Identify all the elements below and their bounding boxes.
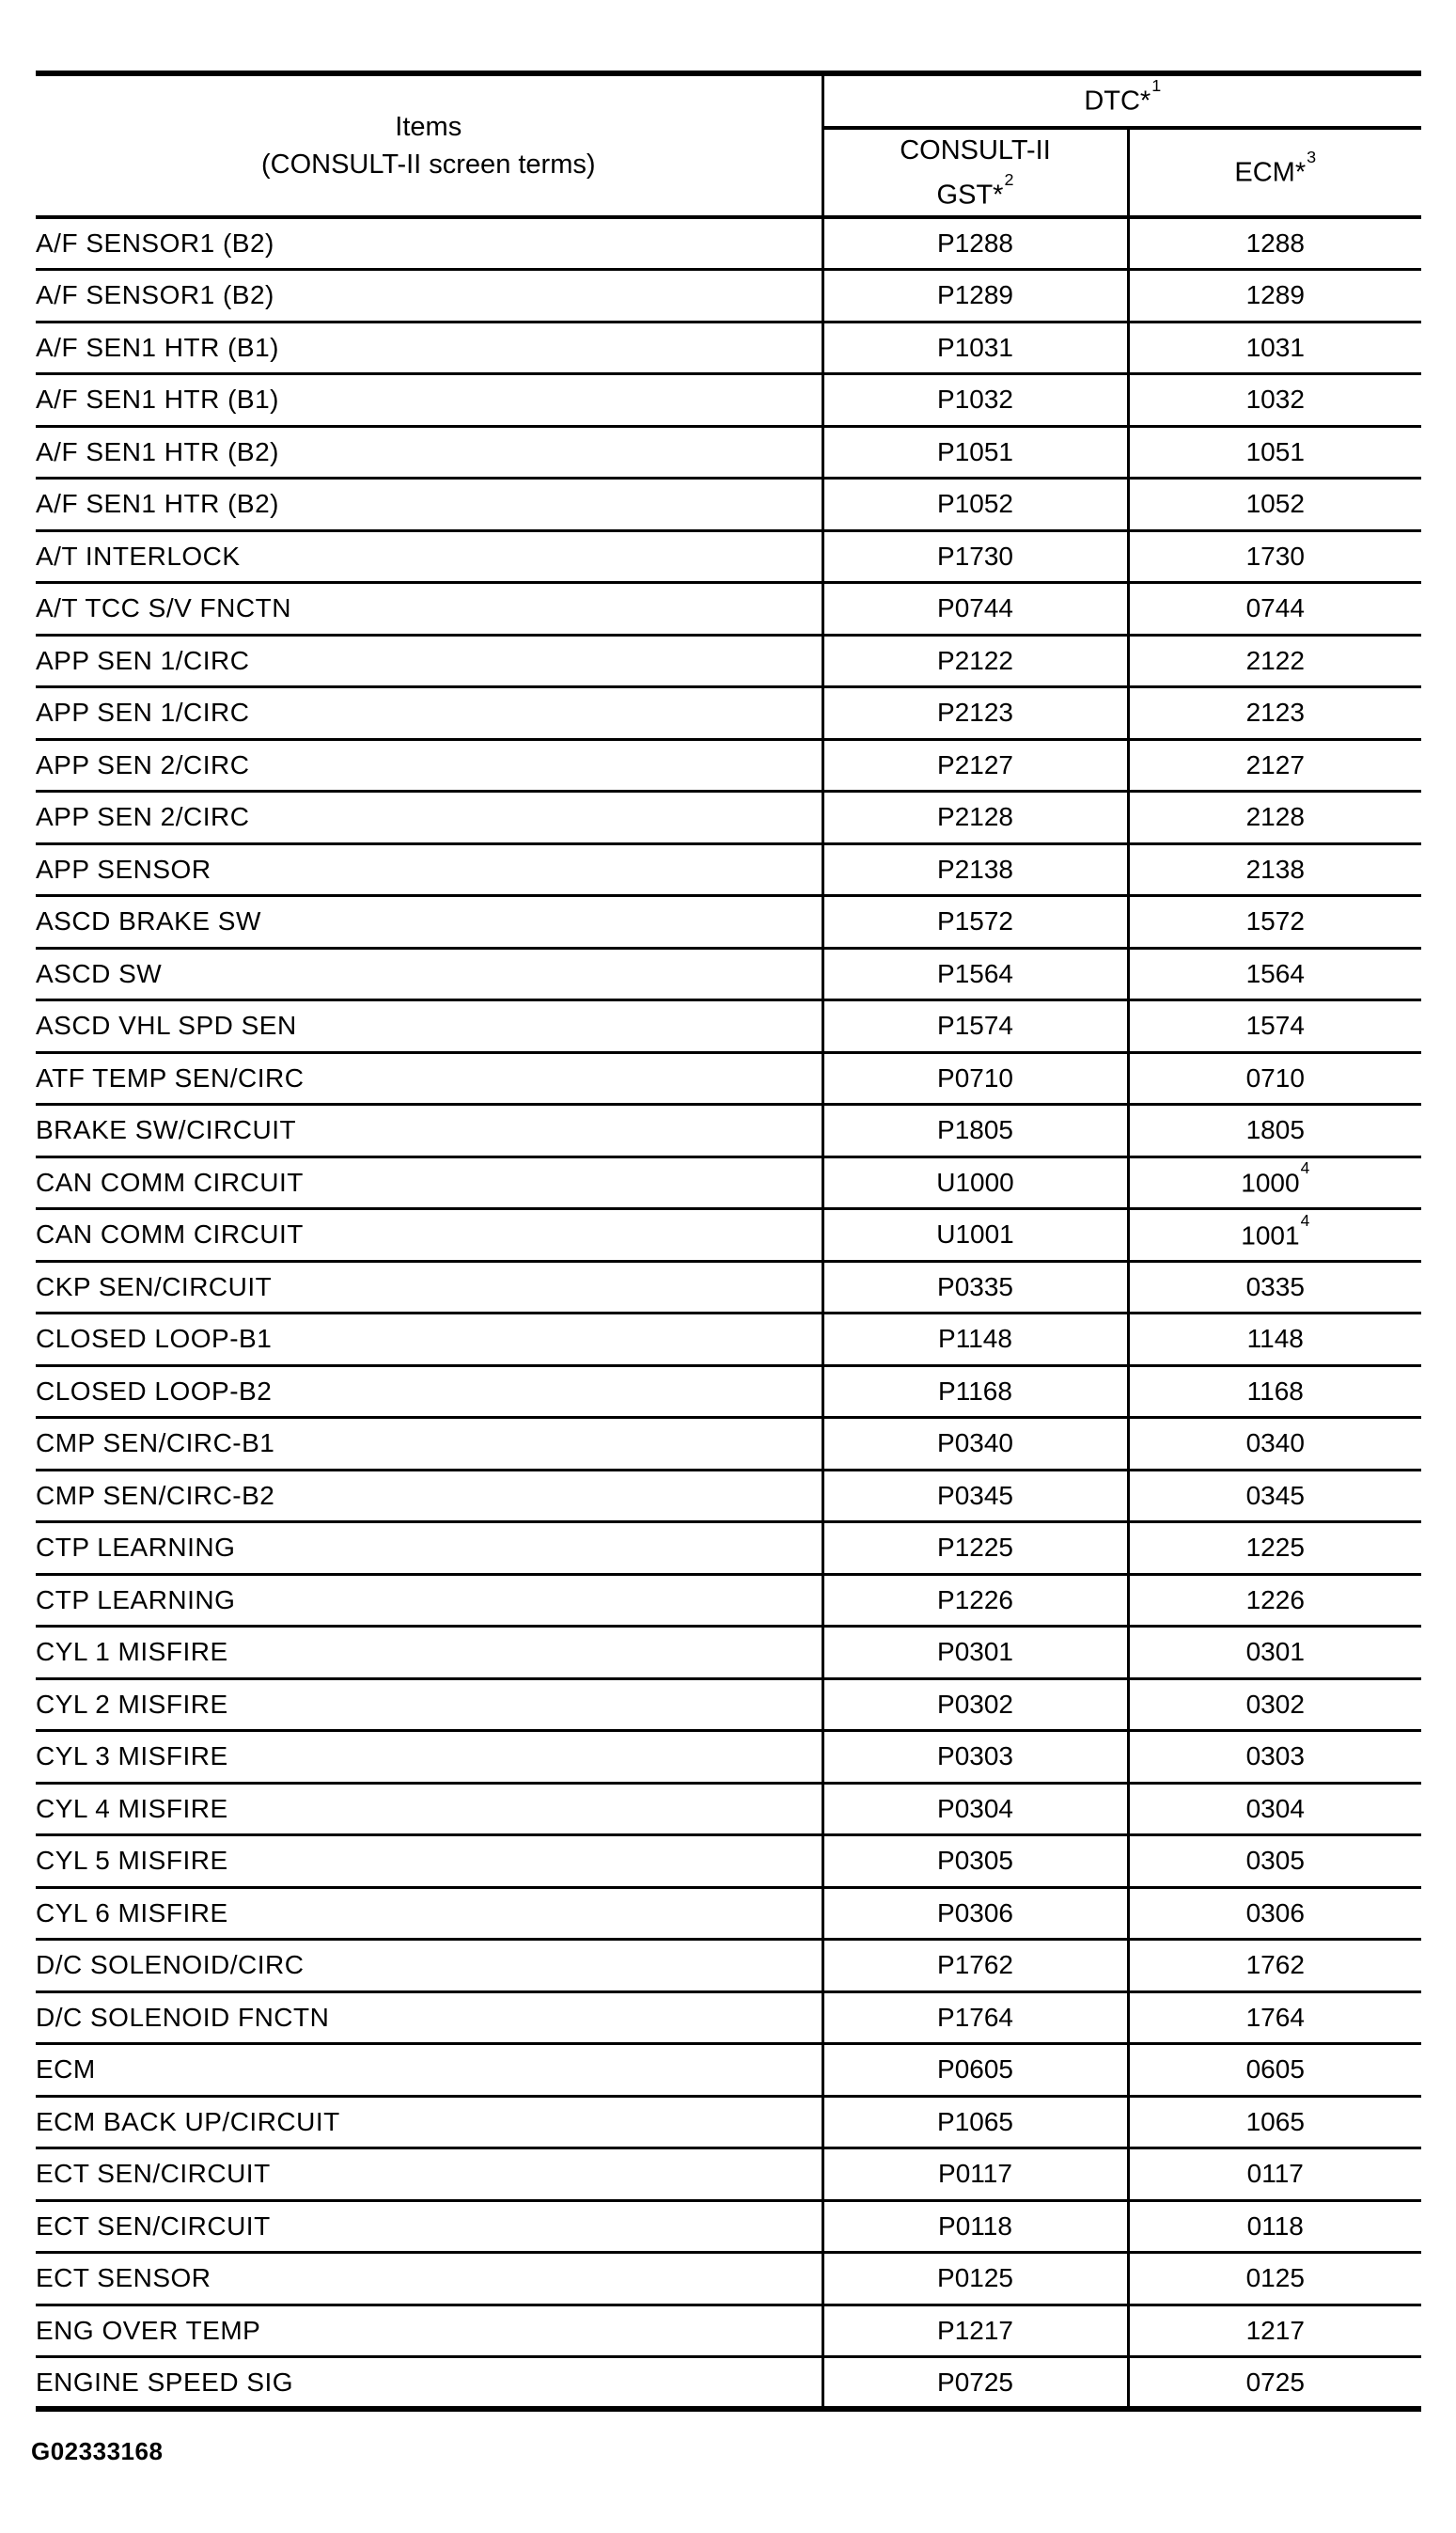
table-row — [36, 1731, 1421, 1784]
header-ecm-cell — [1128, 128, 1421, 217]
table-row — [36, 270, 1421, 323]
item-cell: APP SEN 2/CIRC — [36, 739, 822, 792]
gst-code-cell: P1148 — [822, 1314, 1128, 1366]
gst-code-cell: P1805 — [822, 1105, 1128, 1157]
ecm-code-cell: 1730 — [1128, 530, 1421, 583]
ecm-code-cell: 1289 — [1128, 270, 1421, 323]
item-cell: CYL 3 MISFIRE — [36, 1731, 822, 1784]
gst-code-cell: P0305 — [822, 1835, 1128, 1888]
item-cell: D/C SOLENOID/CIRC — [36, 1940, 822, 1992]
gst-code-cell: P1217 — [822, 2305, 1128, 2357]
gst-code-cell: P2122 — [822, 635, 1128, 687]
gst-code-cell: P1052 — [822, 479, 1128, 531]
gst-code-cell: P2123 — [822, 687, 1128, 740]
header-consult-gst-cell — [822, 128, 1128, 217]
header-row-dtc — [36, 73, 1421, 128]
table-row — [36, 1418, 1421, 1471]
ecm-code-cell: 2128 — [1128, 792, 1421, 844]
ecm-code-cell: 0302 — [1128, 1678, 1421, 1731]
table-row — [36, 2096, 1421, 2148]
gst-code-cell: P2128 — [822, 792, 1128, 844]
gst-code-cell: P0725 — [822, 2357, 1128, 2410]
table-row — [36, 1574, 1421, 1627]
ecm-code-cell: 0345 — [1128, 1470, 1421, 1522]
gst-code-cell: P1168 — [822, 1365, 1128, 1418]
item-cell: CTP LEARNING — [36, 1574, 822, 1627]
gst-code-cell: P1730 — [822, 530, 1128, 583]
table-row — [36, 1783, 1421, 1835]
ecm-code-cell: 1051 — [1128, 426, 1421, 479]
table-row — [36, 739, 1421, 792]
item-cell: A/F SEN1 HTR (B1) — [36, 322, 822, 374]
gst-code-cell: U1000 — [822, 1156, 1128, 1209]
table-row — [36, 843, 1421, 896]
ecm-code-cell: 1031 — [1128, 322, 1421, 374]
gst-code-cell: P1762 — [822, 1940, 1128, 1992]
gst-code-cell: P0345 — [822, 1470, 1128, 1522]
table-row — [36, 948, 1421, 1000]
ecm-code-cell: 0710 — [1128, 1052, 1421, 1105]
gst-code-cell: U1001 — [822, 1209, 1128, 1262]
gst-code-cell: P1289 — [822, 270, 1128, 323]
table-body — [36, 217, 1421, 2409]
item-cell: APP SEN 2/CIRC — [36, 792, 822, 844]
gst-code-cell: P0117 — [822, 2148, 1128, 2201]
ecm-code-cell: 1805 — [1128, 1105, 1421, 1157]
gst-code-cell: P1051 — [822, 426, 1128, 479]
item-cell: CMP SEN/CIRC-B2 — [36, 1470, 822, 1522]
ecm-code-cell: 0125 — [1128, 2253, 1421, 2305]
item-cell: ENG OVER TEMP — [36, 2305, 822, 2357]
table-row — [36, 2357, 1421, 2410]
item-cell: A/T TCC S/V FNCTN — [36, 583, 822, 636]
gst-code-cell: P1572 — [822, 896, 1128, 949]
item-cell: D/C SOLENOID FNCTN — [36, 1991, 822, 2044]
table-row — [36, 2305, 1421, 2357]
table-row — [36, 2044, 1421, 2097]
table-row — [36, 374, 1421, 427]
table-row — [36, 2253, 1421, 2305]
gst-footnote-sup: 2 — [1004, 169, 1014, 189]
item-cell: ECM BACK UP/CIRCUIT — [36, 2096, 822, 2148]
gst-code-cell: P0304 — [822, 1783, 1128, 1835]
item-cell: CLOSED LOOP-B2 — [36, 1365, 822, 1418]
items-sublabel: (CONSULT-II screen terms) — [260, 149, 596, 180]
ecm-code-cell: 1226 — [1128, 1574, 1421, 1627]
table-row — [36, 1052, 1421, 1105]
ecm-code-cell: 0117 — [1128, 2148, 1421, 2201]
gst-code-cell: P2138 — [822, 843, 1128, 896]
item-cell: APP SENSOR — [36, 843, 822, 896]
gst-code-cell: P0306 — [822, 1887, 1128, 1940]
table-row — [36, 1470, 1421, 1522]
item-cell: ASCD BRAKE SW — [36, 896, 822, 949]
ecm-code-cell: 1148 — [1128, 1314, 1421, 1366]
ecm-code-cell: 0118 — [1128, 2200, 1421, 2253]
gst-code-cell: P1225 — [822, 1522, 1128, 1575]
gst-code-cell: P1564 — [822, 948, 1128, 1000]
table-row — [36, 635, 1421, 687]
ecm-code-cell: 0335 — [1128, 1261, 1421, 1314]
figure-code: G02333168 — [31, 2437, 164, 2465]
table-row — [36, 1940, 1421, 1992]
header-dtc-cell — [822, 73, 1421, 128]
gst-label: GST*$^2$ — [936, 169, 1014, 211]
item-cell: CAN COMM CIRCUIT — [36, 1156, 822, 1209]
item-cell: CAN COMM CIRCUIT — [36, 1209, 822, 1262]
ecm-code-cell: 2122 — [1128, 635, 1421, 687]
table-row — [36, 1887, 1421, 1940]
table-row — [36, 1835, 1421, 1888]
ecm-code-cell: 0304 — [1128, 1783, 1421, 1835]
ecm-code-cell: 0340 — [1128, 1418, 1421, 1471]
table-row — [36, 217, 1421, 270]
item-cell: CKP SEN/CIRCUIT — [36, 1261, 822, 1314]
gst-code-cell: P0301 — [822, 1627, 1128, 1679]
item-cell: CYL 6 MISFIRE — [36, 1887, 822, 1940]
gst-code-cell: P1574 — [822, 1000, 1128, 1053]
ecm-code-cell: 2138 — [1128, 843, 1421, 896]
item-cell: CTP LEARNING — [36, 1522, 822, 1575]
table-row — [36, 896, 1421, 949]
ecm-code-cell: 1001$^4$ — [1128, 1209, 1421, 1262]
ecm-code-cell: 1032 — [1128, 374, 1421, 427]
ecm-code-cell: 0301 — [1128, 1627, 1421, 1679]
gst-code-cell: P1031 — [822, 322, 1128, 374]
ecm-code-cell: 1065 — [1128, 2096, 1421, 2148]
ecm-code-cell: 1572 — [1128, 896, 1421, 949]
gst-code-cell: P1226 — [822, 1574, 1128, 1627]
gst-code-cell: P0302 — [822, 1678, 1128, 1731]
consult-label: CONSULT-II — [900, 134, 1051, 165]
item-cell: A/F SENSOR1 (B2) — [36, 270, 822, 323]
item-cell: A/F SEN1 HTR (B2) — [36, 426, 822, 479]
ecm-footnote-sup: 3 — [1307, 148, 1317, 167]
items-label: Items — [395, 112, 462, 142]
dtc-table-header — [36, 73, 1421, 217]
ecm-code-cell: 1168 — [1128, 1365, 1421, 1418]
ecm-code-cell: 1574 — [1128, 1000, 1421, 1053]
gst-code-cell: P0744 — [822, 583, 1128, 636]
ecm-code-cell: 2127 — [1128, 739, 1421, 792]
ecm-code-cell: 2123 — [1128, 687, 1421, 740]
gst-code-cell: P1288 — [822, 217, 1128, 270]
dtc-footnote-sup: 1 — [1151, 76, 1162, 96]
table-row — [36, 2200, 1421, 2253]
ecm-code-cell: 1762 — [1128, 1940, 1421, 1992]
gst-code-cell: P0303 — [822, 1731, 1128, 1784]
ecm-code-cell: 1564 — [1128, 948, 1421, 1000]
item-cell: A/F SEN1 HTR (B2) — [36, 479, 822, 531]
gst-code-cell: P0125 — [822, 2253, 1128, 2305]
table-row — [36, 479, 1421, 531]
item-cell: APP SEN 1/CIRC — [36, 687, 822, 740]
table-row — [36, 1156, 1421, 1209]
table-row — [36, 1627, 1421, 1679]
ecm-code-cell: 0306 — [1128, 1887, 1421, 1940]
ecm-label: ECM* — [1234, 157, 1307, 188]
gst-code-cell: P1032 — [822, 374, 1128, 427]
item-cell: ECM — [36, 2044, 822, 2097]
ecm-code-cell: 1288 — [1128, 217, 1421, 270]
item-cell: CMP SEN/CIRC-B1 — [36, 1418, 822, 1471]
gst-code-cell: P0335 — [822, 1261, 1128, 1314]
gst-code-cell: P1764 — [822, 1991, 1128, 2044]
item-cell: CYL 2 MISFIRE — [36, 1678, 822, 1731]
gst-code-cell: P0605 — [822, 2044, 1128, 2097]
item-cell: APP SEN 1/CIRC — [36, 635, 822, 687]
table-row — [36, 687, 1421, 740]
ecm-code-cell: 1764 — [1128, 1991, 1421, 2044]
ecm-code-cell: 1217 — [1128, 2305, 1421, 2357]
table-row — [36, 1209, 1421, 1262]
ecm-code-cell: 1225 — [1128, 1522, 1421, 1575]
ecm-code-cell: 0744 — [1128, 583, 1421, 636]
item-cell: A/F SENSOR1 (B2) — [36, 217, 822, 270]
item-cell: ENGINE SPEED SIG — [36, 2357, 822, 2410]
gst-code-cell: P2127 — [822, 739, 1128, 792]
item-cell: CYL 5 MISFIRE — [36, 1835, 822, 1888]
ecm-code-cell: 0725 — [1128, 2357, 1421, 2410]
table-row — [36, 1522, 1421, 1575]
item-cell: A/F SEN1 HTR (B1) — [36, 374, 822, 427]
table-row — [36, 1991, 1421, 2044]
ecm-footnote-sup: 4 — [1300, 1210, 1310, 1230]
ecm-code-cell: 1052 — [1128, 479, 1421, 531]
table-row — [36, 1678, 1421, 1731]
table-row — [36, 1105, 1421, 1157]
item-cell: CLOSED LOOP-B1 — [36, 1314, 822, 1366]
table-row — [36, 792, 1421, 844]
gst-code-cell: P0710 — [822, 1052, 1128, 1105]
gst-code-cell: P0118 — [822, 2200, 1128, 2253]
item-cell: A/T INTERLOCK — [36, 530, 822, 583]
ecm-code-cell: 1000$^4$ — [1128, 1156, 1421, 1209]
item-cell: ECT SENSOR — [36, 2253, 822, 2305]
table-row — [36, 1314, 1421, 1366]
ecm-code-cell: 0605 — [1128, 2044, 1421, 2097]
ecm-code-cell: 0303 — [1128, 1731, 1421, 1784]
item-cell: BRAKE SW/CIRCUIT — [36, 1105, 822, 1157]
item-cell: CYL 1 MISFIRE — [36, 1627, 822, 1679]
table-row — [36, 2148, 1421, 2201]
item-cell: ASCD SW — [36, 948, 822, 1000]
item-cell: CYL 4 MISFIRE — [36, 1783, 822, 1835]
table-row — [36, 322, 1421, 374]
table-row — [36, 1000, 1421, 1053]
table-row — [36, 426, 1421, 479]
dtc-label: DTC* — [1084, 86, 1151, 117]
ecm-footnote-sup: 4 — [1300, 1158, 1310, 1178]
ecm-code-cell: 0305 — [1128, 1835, 1421, 1888]
item-cell: ECT SEN/CIRCUIT — [36, 2200, 822, 2253]
table-row — [36, 1365, 1421, 1418]
table-row — [36, 1261, 1421, 1314]
item-cell: ATF TEMP SEN/CIRC — [36, 1052, 822, 1105]
item-cell: ECT SEN/CIRCUIT — [36, 2148, 822, 2201]
table-row — [36, 583, 1421, 636]
dtc-table — [36, 71, 1421, 2412]
gst-code-cell: P1065 — [822, 2096, 1128, 2148]
header-items-cell — [36, 73, 822, 217]
gst-code-cell: P0340 — [822, 1418, 1128, 1471]
table-row — [36, 530, 1421, 583]
item-cell: ASCD VHL SPD SEN — [36, 1000, 822, 1053]
